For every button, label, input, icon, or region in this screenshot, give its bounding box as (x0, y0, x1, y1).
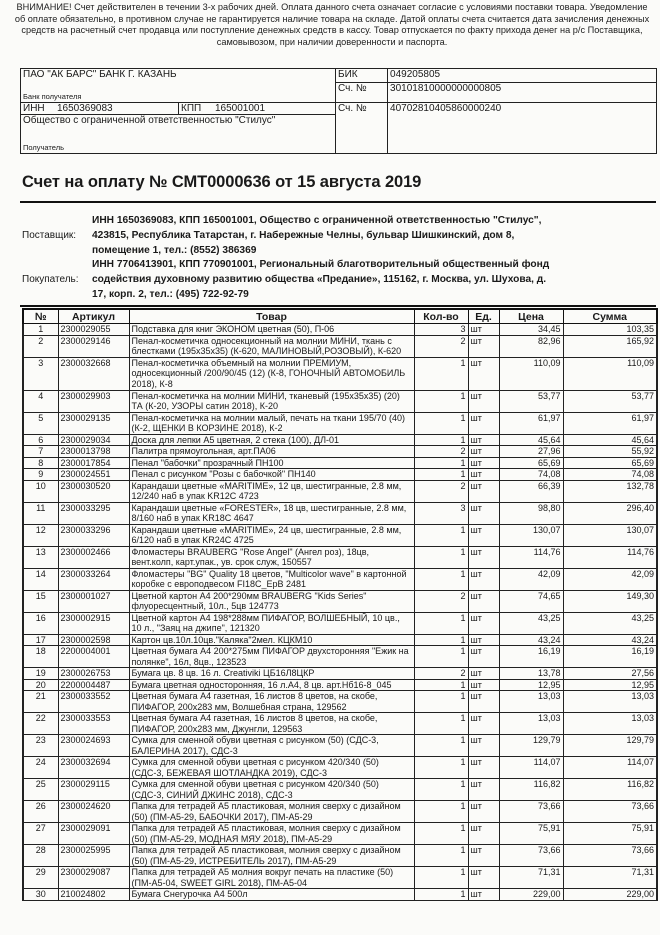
row-sum: 27,56 (563, 668, 657, 680)
row-quantity: 2 (414, 590, 468, 612)
row-sku: 2300001027 (58, 590, 129, 612)
row-price: 110,09 (499, 357, 563, 390)
bank-label: Банк получателя (23, 92, 82, 101)
kpp-label: КПП (181, 103, 202, 114)
row-unit: шт (468, 779, 499, 801)
row-sum: 229,00 (563, 889, 657, 901)
row-unit: шт (468, 679, 499, 691)
row-number: 6 (23, 434, 58, 446)
corr-account-label: Сч. № (336, 83, 388, 103)
row-product: Сумка для сменной обуви цветная с рисунком 420/340 (50) (СДС-3, БЕЖЕВАЯ ШОТЛАНДКА 2019), СДС-3 (129, 757, 414, 779)
row-number: 15 (23, 590, 58, 612)
row-sku: 210024802 (58, 889, 129, 901)
row-quantity: 1 (414, 612, 468, 634)
row-price: 13,03 (499, 691, 563, 713)
row-product: Доска для лепки А5 цветная, 2 стека (100), ДЛ-01 (129, 434, 414, 446)
row-price: 34,45 (499, 324, 563, 336)
row-number: 7 (23, 446, 58, 458)
row-sum: 130,07 (563, 524, 657, 546)
row-quantity: 2 (414, 335, 468, 357)
row-product: Пенал с рисунком "Розы с бабочкой" ПН140 (129, 469, 414, 481)
row-unit: шт (468, 469, 499, 481)
row-number: 29 (23, 867, 58, 889)
row-product: Пенал-косметичка объемный на молнии ПРЕМИУМ, односекционный /200/90/45 (12) (К-8, ГОНОЧНЫЙ АВТОМОБИЛЬ 2018), К-8 (129, 357, 414, 390)
buyer-label: Покупатель: (22, 274, 79, 285)
row-unit: шт (468, 691, 499, 713)
row-price: 73,66 (499, 801, 563, 823)
table-row (23, 801, 657, 823)
row-price: 82,96 (499, 335, 563, 357)
row-price: 27,96 (499, 446, 563, 458)
recipient-bank-cell (21, 69, 336, 103)
row-sku: 2300002915 (58, 612, 129, 634)
row-price: 114,76 (499, 546, 563, 568)
row-sum: 12,95 (563, 679, 657, 691)
supplier-details: ИНН 1650369083, КПП 165001001, Общество с ограниченной ответственностью "Стилус", 423815, Республика Татарстан, г. Набережные Челны, бульвар Шишкинский, дом 8, помещение 1, тел.: (8552) 386369 (92, 215, 542, 256)
row-sku: 2300002598 (58, 634, 129, 646)
row-unit: шт (468, 757, 499, 779)
header-sum: Сумма (563, 309, 657, 324)
row-number: 13 (23, 546, 58, 568)
row-sku: 2300029135 (58, 412, 129, 434)
row-number: 8 (23, 457, 58, 469)
row-sku: 2300017854 (58, 457, 129, 469)
row-quantity: 1 (414, 889, 468, 901)
table-row (23, 779, 657, 801)
row-quantity: 1 (414, 390, 468, 412)
row-price: 43,25 (499, 612, 563, 634)
table-header-row (23, 309, 657, 324)
row-price: 116,82 (499, 779, 563, 801)
row-quantity: 1 (414, 524, 468, 546)
row-sum: 132,78 (563, 480, 657, 502)
row-sku: 2300030520 (58, 480, 129, 502)
table-row (23, 889, 657, 901)
row-number: 21 (23, 691, 58, 713)
table-row (23, 735, 657, 757)
title-divider (20, 201, 656, 203)
table-row (23, 668, 657, 680)
header-unit: Ед. (468, 309, 499, 324)
kpp-cell (179, 103, 336, 115)
row-product: Цветная бумага А4 газетная, 16 листов 8 цветов, на скобе, ПИФАГОР, 200x283 мм, Джунгли, 129563 (129, 713, 414, 735)
header-quantity: Кол-во (414, 309, 468, 324)
bik-label: БИК (336, 69, 388, 83)
row-unit: шт (468, 502, 499, 524)
row-price: 129,79 (499, 735, 563, 757)
row-sku: 2300033295 (58, 502, 129, 524)
row-unit: шт (468, 546, 499, 568)
row-sum: 65,69 (563, 457, 657, 469)
row-product: Цветная бумага А4 200*275мм ПИФАГОР двухсторонняя "Ежик на полянке", 16л, 8цв., 123523 (129, 646, 414, 668)
row-sum: 43,25 (563, 612, 657, 634)
row-sum: 13,03 (563, 713, 657, 735)
recipient-cell (21, 115, 336, 154)
row-quantity: 1 (414, 757, 468, 779)
table-row (23, 446, 657, 458)
row-quantity: 2 (414, 446, 468, 458)
row-sum: 43,24 (563, 634, 657, 646)
row-number: 26 (23, 801, 58, 823)
row-price: 74,08 (499, 469, 563, 481)
row-product: Сумка для сменной обуви цветная с рисунком 420/340 (50) (СДС-3, СИНИЙ ДЖИНС 2018), СДС-3 (129, 779, 414, 801)
row-product: Карандаши цветные «FORESTER», 18 цв, шестигранные, 2.8 мм, 8/160 наб в упак KR18C 4647 (129, 502, 414, 524)
table-row (23, 469, 657, 481)
row-sum: 129,79 (563, 735, 657, 757)
row-sku: 2200004001 (58, 646, 129, 668)
row-quantity: 1 (414, 679, 468, 691)
row-sum: 75,91 (563, 823, 657, 845)
table-row (23, 412, 657, 434)
table-row (23, 568, 657, 590)
row-number: 5 (23, 412, 58, 434)
row-unit: шт (468, 434, 499, 446)
row-price: 229,00 (499, 889, 563, 901)
row-quantity: 1 (414, 779, 468, 801)
row-quantity: 2 (414, 480, 468, 502)
row-quantity: 1 (414, 546, 468, 568)
row-sum: 114,76 (563, 546, 657, 568)
row-unit: шт (468, 845, 499, 867)
row-sku: 2300024551 (58, 469, 129, 481)
row-product: Папка для тетрадей А5 пластиковая, молния сверху с дизайном (50) (ПМ-А5-29, МОДНАЯ МЯУ 2018), ПМ-А5-29 (129, 823, 414, 845)
row-sku: 2300033552 (58, 691, 129, 713)
row-quantity: 1 (414, 568, 468, 590)
table-row (23, 823, 657, 845)
row-sku: 2300029034 (58, 434, 129, 446)
row-quantity: 1 (414, 634, 468, 646)
row-quantity: 1 (414, 801, 468, 823)
buyer-block (20, 257, 650, 302)
row-price: 61,97 (499, 412, 563, 434)
header-price: Цена (499, 309, 563, 324)
table-row (23, 357, 657, 390)
table-row (23, 457, 657, 469)
kpp-value: 165001001 (215, 103, 266, 114)
account-value: 40702810405860000240 (388, 103, 657, 154)
row-price: 114,07 (499, 757, 563, 779)
row-number: 16 (23, 612, 58, 634)
row-product: Подставка для книг ЭКОНОМ цветная (50), П-06 (129, 324, 414, 336)
row-number: 3 (23, 357, 58, 390)
row-quantity: 1 (414, 412, 468, 434)
row-quantity: 1 (414, 691, 468, 713)
row-number: 20 (23, 679, 58, 691)
row-quantity: 1 (414, 845, 468, 867)
buyer-details: ИНН 7706413901, КПП 770901001, Региональный благотворительный общественный фонд содействия духовному развитию общества «Предание», 115162, г. Москва, ул. Шухова, д. 17, корп. 2, тел.: (495) 722-92-79 (92, 259, 550, 300)
row-product: Пенал-косметичка односекционный на молнии МИНИ, ткань с блестками (195x35x35) (К-620, МАЛИНОВЫЙ,РОЗОВЫЙ), К-620 (129, 335, 414, 357)
row-unit: шт (468, 390, 499, 412)
row-unit: шт (468, 568, 499, 590)
row-sum: 55,92 (563, 446, 657, 458)
table-row (23, 646, 657, 668)
recipient-label: Получатель (23, 143, 64, 152)
row-unit: шт (468, 324, 499, 336)
bank-name: ПАО "АК БАРС" БАНК Г. КАЗАНЬ (23, 69, 177, 80)
row-price: 66,39 (499, 480, 563, 502)
row-price: 98,80 (499, 502, 563, 524)
row-number: 30 (23, 889, 58, 901)
row-sum: 165,92 (563, 335, 657, 357)
row-unit: шт (468, 668, 499, 680)
row-sku: 2300032668 (58, 357, 129, 390)
items-table (22, 308, 658, 901)
row-product: Папка для тетрадей А5 пластиковая, молния сверху с дизайном (50) (ПМ-А5-29, ИСТРЕБИТЕЛЬ 2017), ПМ-А5-29 (129, 845, 414, 867)
row-quantity: 1 (414, 434, 468, 446)
row-product: Карандаши цветные «MARITIME», 12 цв, шестигранные, 2.8 мм, 12/240 наб в упак KR12C 4723 (129, 480, 414, 502)
row-price: 73,66 (499, 845, 563, 867)
row-sku: 2300029055 (58, 324, 129, 336)
table-row (23, 480, 657, 502)
row-unit: шт (468, 713, 499, 735)
inn-label: ИНН (23, 103, 45, 114)
row-product: Цветной картон А4 198*288мм ПИФАГОР, ВОЛШЕБНЫЙ, 10 цв., 10 л., "Заяц на джипе", 121320 (129, 612, 414, 634)
supplier-block (20, 213, 650, 258)
row-number: 28 (23, 845, 58, 867)
row-product: Палитра прямоугольная, арт.ПА06 (129, 446, 414, 458)
row-number: 18 (23, 646, 58, 668)
row-sku: 2300029146 (58, 335, 129, 357)
row-sum: 74,08 (563, 469, 657, 481)
inn-value: 1650369083 (57, 103, 113, 114)
row-sku: 2300013798 (58, 446, 129, 458)
row-sum: 16,19 (563, 646, 657, 668)
invoice-title: Счет на оплату № СМТ0000636 от 15 августа 2019 (22, 173, 422, 191)
row-price: 42,09 (499, 568, 563, 590)
row-sku: 2300033553 (58, 713, 129, 735)
row-number: 11 (23, 502, 58, 524)
row-unit: шт (468, 524, 499, 546)
row-sku: 2300033264 (58, 568, 129, 590)
row-sum: 114,07 (563, 757, 657, 779)
table-row (23, 634, 657, 646)
row-number: 17 (23, 634, 58, 646)
row-quantity: 2 (414, 668, 468, 680)
row-unit: шт (468, 867, 499, 889)
table-row (23, 590, 657, 612)
table-row (23, 335, 657, 357)
row-sum: 103,35 (563, 324, 657, 336)
row-sku: 2300029091 (58, 823, 129, 845)
row-sku: 2300002466 (58, 546, 129, 568)
row-sku: 2300026753 (58, 668, 129, 680)
row-quantity: 1 (414, 457, 468, 469)
row-sum: 45,64 (563, 434, 657, 446)
row-number: 10 (23, 480, 58, 502)
row-product: Пенал-косметичка на молнии малый, печать на ткани 195/70 (40) (К-2, ЩЕНКИ В КОРЗИНЕ 2018), К-2 (129, 412, 414, 434)
row-sum: 116,82 (563, 779, 657, 801)
row-sku: 2300032694 (58, 757, 129, 779)
row-sum: 110,09 (563, 357, 657, 390)
row-sum: 42,09 (563, 568, 657, 590)
row-unit: шт (468, 357, 499, 390)
account-label: Сч. № (336, 103, 388, 154)
inn-cell (21, 103, 179, 115)
row-quantity: 1 (414, 469, 468, 481)
table-row (23, 757, 657, 779)
row-product: Пенал-косметичка на молнии МИНИ, тканевый (195x35x35) (20) ТА (К-20, УЗОРЫ сатин 2018), К-20 (129, 390, 414, 412)
table-row (23, 390, 657, 412)
table-row (23, 679, 657, 691)
table-row (23, 434, 657, 446)
row-unit: шт (468, 590, 499, 612)
row-quantity: 1 (414, 357, 468, 390)
row-unit: шт (468, 457, 499, 469)
row-product: Картон цв.10л.10цв."Каляка"2мел. КЦКМ10 (129, 634, 414, 646)
header-sku: Артикул (58, 309, 129, 324)
table-row (23, 546, 657, 568)
row-product: Сумка для сменной обуви цветная с рисунком (50) (СДС-3, БАЛЕРИНА 2017), СДС-3 (129, 735, 414, 757)
table-row (23, 502, 657, 524)
row-quantity: 3 (414, 502, 468, 524)
row-quantity: 3 (414, 324, 468, 336)
row-unit: шт (468, 480, 499, 502)
row-price: 16,19 (499, 646, 563, 668)
row-price: 12,95 (499, 679, 563, 691)
row-number: 27 (23, 823, 58, 845)
row-unit: шт (468, 634, 499, 646)
row-number: 19 (23, 668, 58, 680)
row-price: 130,07 (499, 524, 563, 546)
row-number: 22 (23, 713, 58, 735)
row-price: 13,78 (499, 668, 563, 680)
table-row (23, 612, 657, 634)
row-sum: 13,03 (563, 691, 657, 713)
row-sum: 61,97 (563, 412, 657, 434)
table-row (23, 867, 657, 889)
row-sku: 2300024693 (58, 735, 129, 757)
row-sum: 71,31 (563, 867, 657, 889)
row-quantity: 1 (414, 823, 468, 845)
row-product: Цветной картон А4 200*290мм BRAUBERG "Kids Series" флуоресцентный, 10л., 5цв 124773 (129, 590, 414, 612)
row-product: Бумага Снегурочка А4 500л (129, 889, 414, 901)
row-sum: 73,66 (563, 845, 657, 867)
header-number: № (23, 309, 58, 324)
row-sku: 2300024620 (58, 801, 129, 823)
row-product: Бумага цв. 8 цв. 16 л. Creativiki ЦБ16Л8ЦКР (129, 668, 414, 680)
row-product: Папка для тетрадей А5 молния вокруг печать на пластике (50) (ПМ-А5-04, SWEET GIRL 2018), ПМ-А5-04 (129, 867, 414, 889)
row-number: 2 (23, 335, 58, 357)
bank-requisites (20, 68, 657, 154)
row-number: 24 (23, 757, 58, 779)
row-unit: шт (468, 823, 499, 845)
recipient-name: Общество с ограниченной ответственностью "Стилус" (23, 115, 276, 126)
payment-notice: ВНИМАНИЕ! Счет действителен в течении 3-х рабочих дней. Оплата данного счета означает согласие с условиями поставки товара. Уведомление об оплате обязательно, в противном случае не гарантируется наличие товара на складе. Датой оплаты счета считается дата зачисления денежных средств на расчетный счет продавца или поступление денежных средств в кассу. Товар отпускается по факту прихода денег на р/с Поставщика, самовывозом, при наличии доверенности и паспорта. (14, 2, 650, 47)
parties-divider (20, 305, 656, 307)
row-price: 74,65 (499, 590, 563, 612)
row-quantity: 1 (414, 735, 468, 757)
row-price: 75,91 (499, 823, 563, 845)
row-price: 13,03 (499, 713, 563, 735)
row-price: 43,24 (499, 634, 563, 646)
row-sku: 2200004487 (58, 679, 129, 691)
table-row (23, 524, 657, 546)
items-body (23, 324, 657, 901)
row-number: 4 (23, 390, 58, 412)
corr-account-value: 30101810000000000805 (388, 83, 657, 103)
row-sum: 149,30 (563, 590, 657, 612)
row-unit: шт (468, 801, 499, 823)
row-sku: 2300025995 (58, 845, 129, 867)
row-sku: 2300029115 (58, 779, 129, 801)
row-price: 45,64 (499, 434, 563, 446)
row-sum: 73,66 (563, 801, 657, 823)
table-row (23, 691, 657, 713)
row-quantity: 1 (414, 867, 468, 889)
row-number: 14 (23, 568, 58, 590)
row-number: 23 (23, 735, 58, 757)
row-sku: 2300029087 (58, 867, 129, 889)
row-number: 1 (23, 324, 58, 336)
row-price: 53,77 (499, 390, 563, 412)
table-row (23, 845, 657, 867)
row-product: Папка для тетрадей А5 пластиковая, молния сверху с дизайном (50) (ПМ-А5-29, БАБОЧКИ 2017), ПМ-А5-29 (129, 801, 414, 823)
row-product: Фломастеры "BG" Quality 18 цветов, "Multicolor wave" в картонной коробке с европодвесом FI18C_EpB 2481 (129, 568, 414, 590)
row-unit: шт (468, 646, 499, 668)
row-product: Пенал "бабочки" прозрачный ПН100 (129, 457, 414, 469)
row-unit: шт (468, 335, 499, 357)
row-unit: шт (468, 412, 499, 434)
row-sum: 53,77 (563, 390, 657, 412)
row-sum: 296,40 (563, 502, 657, 524)
row-unit: шт (468, 612, 499, 634)
row-product: Фломастеры BRAUBERG "Rose Angel" (Ангел роз), 18цв, вент.колп, карт.упак., ув. срок служ, 150557 (129, 546, 414, 568)
row-product: Цветная бумага А4 газетная, 16 листов 8 цветов, на скобе, ПИФАГОР, 200x283 мм, Волшебная страна, 129562 (129, 691, 414, 713)
row-sku: 2300029903 (58, 390, 129, 412)
row-product: Бумага цветная односторонняя, 16 л.А4, 8 цв. арт.Нб16-8_045 (129, 679, 414, 691)
row-price: 65,69 (499, 457, 563, 469)
row-unit: шт (468, 735, 499, 757)
row-quantity: 1 (414, 713, 468, 735)
row-number: 9 (23, 469, 58, 481)
header-product: Товар (129, 309, 414, 324)
table-row (23, 713, 657, 735)
bik-value: 049205805 (388, 69, 657, 83)
row-unit: шт (468, 446, 499, 458)
row-sku: 2300033296 (58, 524, 129, 546)
row-number: 12 (23, 524, 58, 546)
row-number: 25 (23, 779, 58, 801)
row-unit: шт (468, 889, 499, 901)
supplier-label: Поставщик: (22, 230, 77, 241)
row-product: Карандаши цветные «MARITIME», 24 цв, шестигранные, 2.8 мм, 6/120 наб в упак KR24C 4725 (129, 524, 414, 546)
row-quantity: 1 (414, 646, 468, 668)
table-row (23, 324, 657, 336)
row-price: 71,31 (499, 867, 563, 889)
